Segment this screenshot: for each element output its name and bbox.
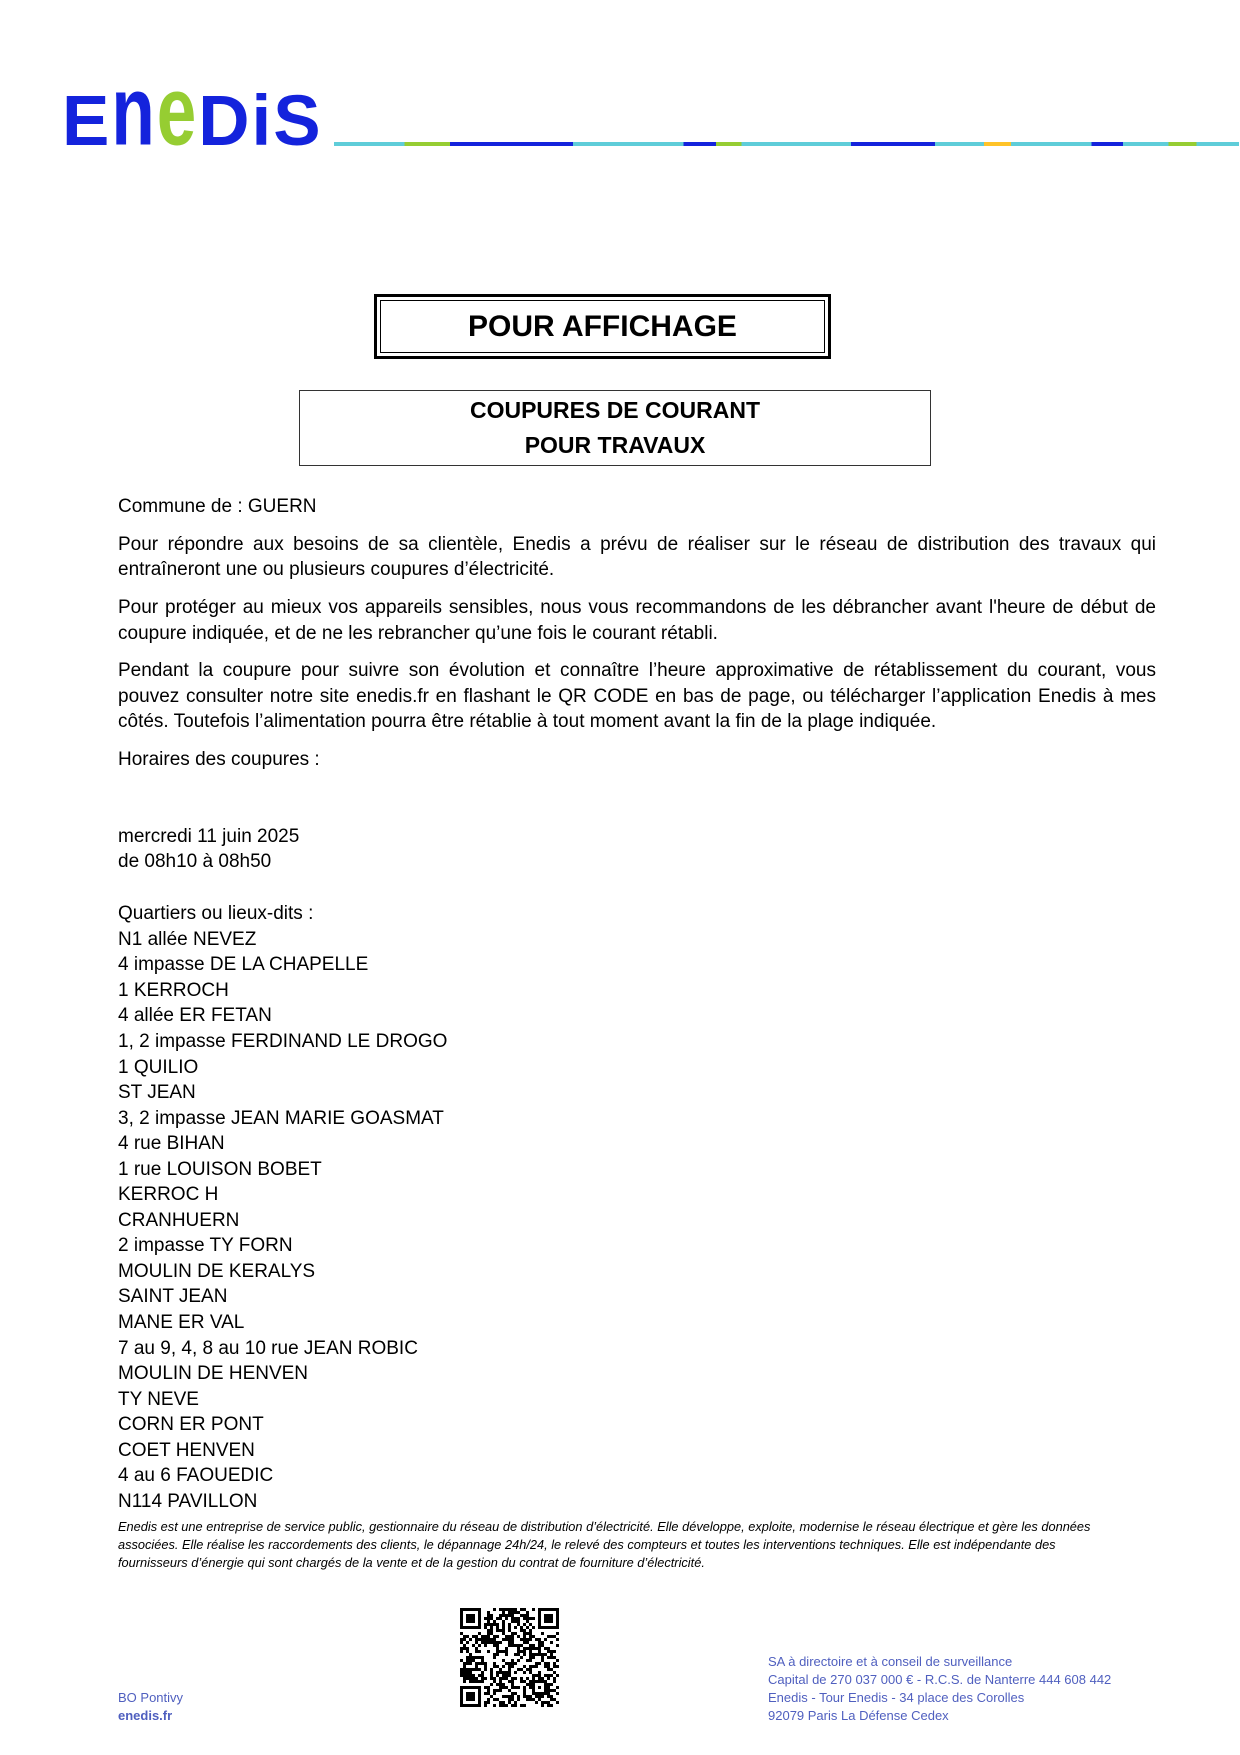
enedis-logo (62, 57, 323, 167)
legal-note-line: associées. Elle réalise les raccordements des clients, le dépannage 24h/24, le relevé des compteurs et toutes les interventions techniques. Elle est indépendante des (118, 1537, 1056, 1552)
location-item: SAINT JEAN (118, 1286, 228, 1308)
footer-info-line: SA à directoire et à conseil de surveillance (768, 1654, 1013, 1669)
paragraph-line: côtés. Toutefois l’alimentation pourra être rétablie à tout moment avant la fin de la plage indiquée. (118, 711, 937, 733)
brand-stripe (334, 142, 1239, 146)
paragraph-line: Pour protéger au mieux vos appareils sensibles, nous vous recommandons de les débrancher avant l'heure de début de (118, 596, 1156, 618)
outage-time: de 08h10 à 08h50 (118, 851, 272, 873)
logo-letter: E (62, 82, 112, 161)
paragraph-line: entraîneront une ou plusieurs coupures d’électricité. (118, 559, 555, 581)
locations-list (118, 927, 1156, 1515)
logo-letter: S (273, 82, 323, 161)
paragraph-line: Pendant la coupure pour suivre son évolution et connaître l’heure approximative de rétablissement du courant, vous (118, 660, 1156, 682)
paragraph-intro (118, 532, 1156, 583)
location-item: COET HENVEN (118, 1439, 255, 1461)
legal-note-line: Enedis est une entreprise de service public, gestionnaire du réseau de distribution d’électricité. Elle développe, exploite, modernise le réseau électrique et gère les données (118, 1519, 1091, 1534)
location-item: 4 au 6 FAOUEDIC (118, 1465, 274, 1487)
logo-letter: i (251, 82, 274, 161)
title-line: POUR TRAVAUX (524, 432, 706, 458)
location-item: 2 impasse TY FORN (118, 1235, 293, 1257)
footer-website: enedis.fr (118, 1708, 173, 1723)
location-item: 1 KERROCH (118, 979, 229, 1001)
legal-note-line: fournisseurs d’énergie qui sont chargés de la vente et de la gestion du contrat de fourniture d’électricité. (118, 1555, 705, 1570)
title-box (299, 390, 931, 466)
location-item: MANE ER VAL (118, 1312, 245, 1333)
location-item: MOULIN DE KERALYS (118, 1260, 316, 1282)
paragraph-line: pouvez consulter notre site enedis.fr en flashant le QR CODE en bas de page, ou télécharger l’application Enedis à mes (118, 685, 1156, 707)
logo-letter-accent: e (156, 57, 199, 167)
location-item: 3, 2 impasse JEAN MARIE GOASMAT (118, 1107, 444, 1129)
location-item: MOULIN DE HENVEN (118, 1363, 309, 1385)
location-item: 1, 2 impasse FERDINAND LE DROGO (118, 1030, 448, 1052)
location-item: CORN ER PONT (118, 1414, 264, 1436)
location-item: 4 impasse DE LA CHAPELLE (118, 954, 369, 976)
location-item: CRANHUERN (118, 1209, 240, 1231)
paragraph-line: Pour répondre aux besoins de sa clientèle, Enedis a prévu de réaliser sur le réseau de distribution des travaux qui (118, 533, 1156, 555)
paragraph-tracking (118, 658, 1156, 735)
location-item: KERROC H (118, 1184, 219, 1206)
notice-label: POUR AFFICHAGE (380, 300, 825, 353)
notice-body (118, 494, 1156, 1514)
footer-info-line: Capital de 270 037 000 € - R.C.S. de Nanterre 444 608 442 (768, 1672, 1112, 1687)
location-item: 4 rue BIHAN (118, 1133, 225, 1155)
paragraph-line: coupure indiquée, et de ne les rebrancher qu’une fois le courant rétabli. (118, 622, 718, 644)
location-item: N114 PAVILLON (118, 1490, 258, 1512)
logo-letter: D (198, 82, 252, 161)
title-line: COUPURES DE COURANT (469, 397, 761, 423)
location-item: N1 allée NEVEZ (118, 928, 257, 950)
location-item: ST JEAN (118, 1082, 196, 1104)
logo-letter: n (111, 57, 157, 167)
location-item: 7 au 9, 4, 8 au 10 rue JEAN ROBIC (118, 1337, 418, 1359)
locations-heading: Quartiers ou lieux-dits : (118, 903, 314, 925)
legal-note (118, 1518, 1090, 1572)
footer-office: BO Pontivy (118, 1690, 184, 1705)
outage-date: mercredi 11 juin 2025 (118, 825, 300, 847)
paragraph-advice (118, 595, 1156, 646)
qr-code (460, 1608, 559, 1707)
qr-code-modules (460, 1608, 559, 1707)
footer-info-line: 92079 Paris La Défense Cedex (768, 1708, 949, 1723)
location-item: 4 allée ER FETAN (118, 1005, 272, 1027)
footer-company-info (768, 1653, 1111, 1725)
location-item: 1 QUILIO (118, 1056, 199, 1078)
location-item: TY NEVE (118, 1388, 199, 1410)
notice-label-box (374, 294, 831, 359)
location-item: 1 rue LOUISON BOBET (118, 1158, 322, 1180)
commune-label: Commune de : GUERN (118, 496, 317, 517)
footer-left (118, 1689, 183, 1725)
schedule-heading: Horaires des coupures : (118, 749, 320, 771)
footer-info-line: Enedis - Tour Enedis - 34 place des Corolles (768, 1690, 1025, 1705)
